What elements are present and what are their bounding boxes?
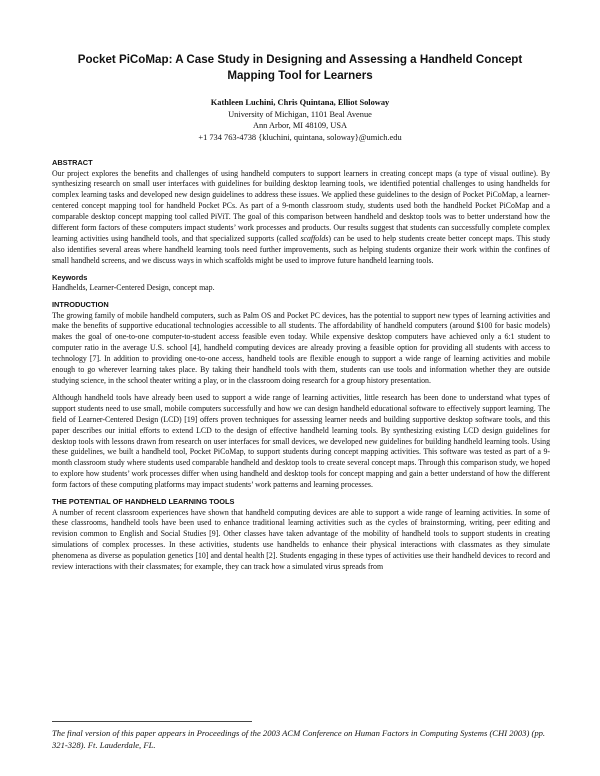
potential-heading: THE POTENTIAL OF HANDHELD LEARNING TOOLS [52, 497, 235, 507]
introduction-paragraph-1: The growing family of mobile handheld computers, such as Palm OS and Pocket PC devices, has the potential to support new types of learning activities and make the benefits of supportive educational technologies accessible to all students. The affordability of handheld computers (around $100 for basic models) makes the goal of one-to-one computer-to-student access feasible even today. While expensive desktop computers have achieved only a 6:1 student to computer ratio in the average U.S. school [4], handheld computing devices are already proving a feasible option for providing all students with access to technology [7]. In addition to providing one-to-one access, handheld tools are flexible enough to support a wide range of learning activities and mobile enough to go wherever learning takes place. By taking their handheld tools with them, students can use tools and information whether they are outside studying science, in the school theater writing a play, or in the classroom doing research for a group history presentation. [52, 310, 550, 385]
potential-paragraph-1: A number of recent classroom experiences have shown that handheld computing devices are able to support a wide range of learning activities. In some of these classrooms, handheld tools have been used to enhance traditional learning activities such as the cycles of brainstorming, writing, peer editing and revision common to English and Social Studies [9]. Other classes have taken advantage of the mobility of handheld tools to support students in creating simulations of complex processes. In these activities, students use handhelds to enhance their physical interactions with classmates as they simulate phenomena as diverse as population genetics [10] and dental health [2]. Students engaging in these types of activities use their handheld devices to record and review interactions with their classmates; for example, they can track how a simulated virus spreads from [52, 507, 550, 572]
paper-title: Pocket PiCoMap: A Case Study in Designing and Assessing a Handheld Concept Mapping Tool for Learners [77, 53, 523, 82]
author-block [120, 97, 480, 143]
footer-divider [52, 721, 252, 722]
keywords-heading: Keywords [52, 272, 88, 282]
author-names: Kathleen Luchini, Chris Quintana, Elliot Soloway [210, 98, 390, 107]
body-column [52, 158, 550, 578]
author-affiliation: University of Michigan, 1101 Beal Avenue [228, 109, 372, 119]
publication-note: The final version of this paper appears in Proceedings of the 2003 ACM Conference on Human Factors in Computing Systems (CHI 2003) (pp. 321-328). Ft. Lauderdale, FL. [52, 728, 546, 750]
abstract-text [52, 169, 550, 267]
introduction-heading: INTRODUCTION [52, 300, 109, 310]
author-contact: +1 734 763-4738 {kluchini, quintana, soloway}@umich.edu [198, 132, 402, 142]
abstract-text-part-2: ) can be used to help students create better concept maps. This study also identifies several areas where handheld learning tools need further improvements, such as helping students organize their work within the confines of small handheld screens, and we discuss ways in which scaffolds might be used to improve future handheld learning tools. [52, 233, 550, 265]
keywords-text: Handhelds, Learner-Centered Design, concept map. [52, 283, 215, 293]
introduction-paragraph-2: Although handheld tools have already been used to support a wide range of learning activities, little research has been done to understand what types of support students need to use small, mobile computers successfully and how we can design handheld educational software to effectively support learning. The field of Learner-Centered Design (LCD) [19] offers proven techniques for assessing learner needs and building supportive desktop software tools, and this paper describes our initial efforts to extend LCD to the design of effective handheld learning tools. By synthesizing existing LCD design guidelines for desktop tools with lessons drawn from research on user interfaces for small devices, we developed new guidelines for building handheld learning tools. Using these guidelines, we built a handheld tool, Pocket PiCoMap, to support students during concept mapping activities. This software was tested as part of a 9-month classroom study where students used comparable handheld and desktop tools to create several concept maps. Through this comparison study, we hoped to explore how students’ work processes differ when using handheld and desktop tools for concept mapping and gain a better understand of how the different form factors of these computing platforms may impact students’ work patterns and learning processes. [52, 392, 550, 490]
author-city: Ann Arbor, MI 48109, USA [252, 121, 348, 130]
abstract-heading: ABSTRACT [52, 158, 93, 167]
abstract-text-italic: scaffolds [300, 233, 329, 243]
abstract-text-part-1: Our project explores the benefits and challenges of using handheld computers to support learners in creating concept maps (a type of visual outline). By synthesizing research on small user interfaces with guidelines for building desktop learning tools, we identified potential challenges to using handhelds for complex learning tasks and developed new design guidelines to address these issues. We applied these guidelines to the design of Pocket PiCoMap, a learner-centered concept mapping tool for handheld Pocket PCs. As part of a 9-month classroom study, students used both the handheld Pocket PiCoMap and a comparable desktop concept mapping tool called PiViT. The goal of this comparison between handheld and desktop tools was to better understand how the different form factors of these computers impact students’ work processes and products. Our results suggest that students can successfully complete complex learning activities using handheld tools, and that specialized supports (called [52, 168, 550, 243]
